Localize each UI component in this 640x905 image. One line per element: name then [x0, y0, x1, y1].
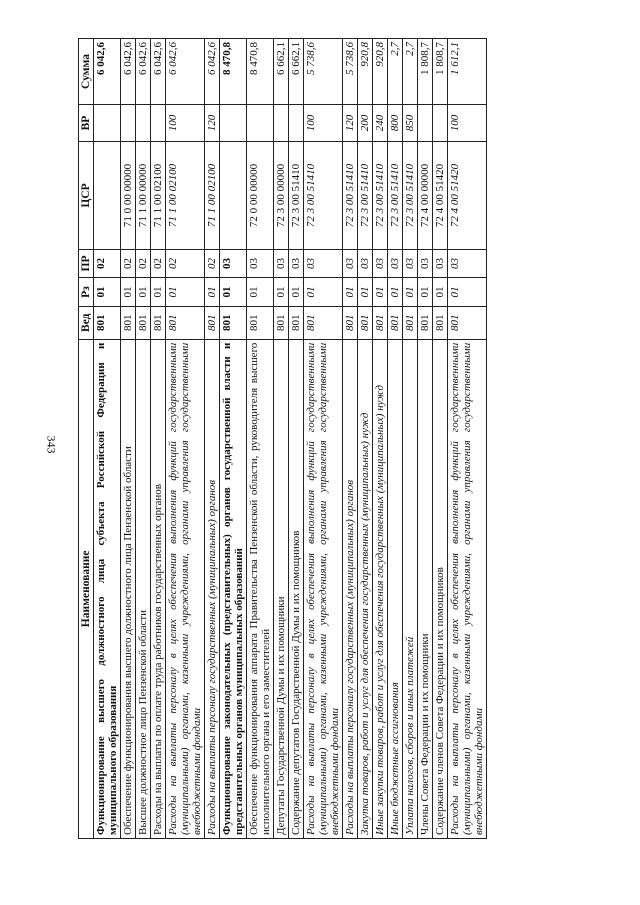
cell-name: Содержание членов Совета Федерации и их помощников [433, 339, 448, 838]
cell-csr: 71 1 00 02100 [166, 142, 205, 250]
cell-name: Расходы на выплаты персоналу в целях обеспечения выполнения функций государственными (муниципальными) органами, казенными учреждениями, органами управления государственными внебюджетными фондами [448, 339, 487, 838]
cell-ved: 801 [403, 306, 418, 339]
cell-pr: 02 [151, 249, 166, 278]
cell-csr [94, 142, 121, 250]
cell-name: Закупка товаров, работ и услуг для обеспечения государственных (муниципальных) нужд [358, 339, 373, 838]
cell-vr [94, 104, 121, 141]
cell-rz: 01 [289, 278, 304, 307]
cell-rz: 01 [373, 278, 388, 307]
cell-sum: 8 470,8 [247, 39, 274, 105]
cell-pr: 03 [418, 249, 433, 278]
cell-sum: 5 738,6 [304, 39, 343, 105]
table-header-row [79, 39, 94, 839]
cell-ved: 801 [136, 306, 151, 339]
cell-sum: 6 042,6 [94, 39, 121, 105]
cell-sum: 920,8 [358, 39, 373, 105]
cell-ved: 801 [433, 306, 448, 339]
header-pr: ПР [79, 249, 94, 278]
cell-sum: 5 738,6 [343, 39, 358, 105]
table-row [205, 39, 220, 839]
cell-vr [274, 104, 289, 141]
cell-rz: 01 [205, 278, 220, 307]
table-row [166, 39, 205, 839]
table-row [136, 39, 151, 839]
table-row [220, 39, 247, 839]
cell-name: Расходы на выплаты персоналу в целях обеспечения выполнения функций государственными (муниципальными) органами, казенными учреждениями, органами управления государственными внебюджетными фондами [166, 339, 205, 838]
cell-ved: 801 [151, 306, 166, 339]
table-row [403, 39, 418, 839]
cell-pr: 03 [220, 249, 247, 278]
cell-sum: 1 808,7 [433, 39, 448, 105]
cell-sum: 6 042,6 [205, 39, 220, 105]
header-sum: Сумма [79, 39, 94, 105]
cell-csr: 71 1 00 00000 [136, 142, 151, 250]
cell-name: Депутаты Государственной Думы и их помощники [274, 339, 289, 838]
cell-sum: 2,7 [388, 39, 403, 105]
cell-vr: 120 [205, 104, 220, 141]
cell-vr: 850 [403, 104, 418, 141]
cell-vr [151, 104, 166, 141]
cell-csr: 71 0 00 00000 [121, 142, 136, 250]
cell-csr: 71 1 00 02100 [205, 142, 220, 250]
table-row [247, 39, 274, 839]
table-row [433, 39, 448, 839]
cell-sum: 6 662,1 [289, 39, 304, 105]
cell-sum: 1 808,7 [418, 39, 433, 105]
cell-vr [136, 104, 151, 141]
cell-pr: 02 [94, 249, 121, 278]
cell-csr: 72 3 00 51410 [304, 142, 343, 250]
cell-name: Расходы на выплаты персоналу государственных (муниципальных) органов [343, 339, 358, 838]
table-row [373, 39, 388, 839]
cell-csr: 72 3 00 51410 [358, 142, 373, 250]
cell-vr [121, 104, 136, 141]
cell-vr [418, 104, 433, 141]
header-rz: Рз [79, 278, 94, 307]
cell-name: Расходы на выплаты персоналу в целях обеспечения выполнения функций государственными (муниципальными) органами, казенными учреждениями, органами управления государственными внебюджетными фондами [304, 339, 343, 838]
cell-rz: 01 [94, 278, 121, 307]
cell-name: Обеспечение функционирования аппарата Правительства Пензенской области, руководителя высшего исполнительного органа и его заместителей [247, 339, 274, 838]
cell-pr: 03 [274, 249, 289, 278]
cell-name: Иные закупки товаров, работ и услуг для обеспечения государственных (муниципальных) нужд [373, 339, 388, 838]
cell-name: Иные бюджетные ассигнования [388, 339, 403, 838]
cell-csr: 72 3 00 00000 [274, 142, 289, 250]
cell-pr: 03 [247, 249, 274, 278]
cell-pr: 02 [166, 249, 205, 278]
cell-ved: 801 [289, 306, 304, 339]
table-row [151, 39, 166, 839]
budget-table [78, 38, 487, 839]
cell-ved: 801 [205, 306, 220, 339]
cell-sum: 8 470,8 [220, 39, 247, 105]
cell-vr: 120 [343, 104, 358, 141]
cell-sum: 6 042,6 [151, 39, 166, 105]
cell-ved: 801 [274, 306, 289, 339]
cell-rz: 01 [166, 278, 205, 307]
cell-vr: 100 [304, 104, 343, 141]
cell-ved: 801 [373, 306, 388, 339]
cell-pr: 03 [388, 249, 403, 278]
budget-table-wrapper [78, 38, 487, 839]
cell-csr: 72 4 00 51420 [448, 142, 487, 250]
cell-pr: 03 [343, 249, 358, 278]
cell-ved: 801 [220, 306, 247, 339]
cell-csr: 72 3 00 51410 [289, 142, 304, 250]
cell-ved: 801 [448, 306, 487, 339]
cell-sum: 6 042,6 [136, 39, 151, 105]
cell-pr: 02 [121, 249, 136, 278]
cell-sum: 1 612,1 [448, 39, 487, 105]
header-name: Наименование [79, 339, 94, 838]
cell-vr [247, 104, 274, 141]
cell-name: Уплата налогов, сборов и иных платежей [403, 339, 418, 838]
table-row [448, 39, 487, 839]
cell-name: Содержание депутатов Государственной Думы и их помощников [289, 339, 304, 838]
cell-vr [289, 104, 304, 141]
cell-name: Члены Совета Федерации и их помощники [418, 339, 433, 838]
cell-sum: 6 662,1 [274, 39, 289, 105]
cell-name: Расходы на выплаты по оплате труда работников государственных органов [151, 339, 166, 838]
cell-ved: 801 [388, 306, 403, 339]
table-row [343, 39, 358, 839]
cell-pr: 03 [403, 249, 418, 278]
cell-name: Функционирование законодательных (представительных) органов государственной власти и представительных органов муниципальных образований [220, 339, 247, 838]
cell-sum: 6 042,6 [166, 39, 205, 105]
cell-rz: 01 [151, 278, 166, 307]
table-row [358, 39, 373, 839]
cell-pr: 03 [358, 249, 373, 278]
cell-rz: 01 [247, 278, 274, 307]
cell-csr: 72 3 00 51410 [343, 142, 358, 250]
cell-ved: 801 [94, 306, 121, 339]
cell-rz: 01 [388, 278, 403, 307]
table-row [274, 39, 289, 839]
cell-rz: 01 [343, 278, 358, 307]
cell-pr: 03 [304, 249, 343, 278]
cell-rz: 01 [418, 278, 433, 307]
table-row [121, 39, 136, 839]
cell-csr: 72 3 00 51410 [388, 142, 403, 250]
header-ved: Вед [79, 306, 94, 339]
cell-ved: 801 [418, 306, 433, 339]
cell-ved: 801 [358, 306, 373, 339]
table-row [289, 39, 304, 839]
cell-pr: 02 [136, 249, 151, 278]
cell-vr: 100 [166, 104, 205, 141]
cell-pr: 03 [373, 249, 388, 278]
cell-rz: 01 [121, 278, 136, 307]
table-body [94, 39, 487, 839]
table-row [418, 39, 433, 839]
cell-rz: 01 [136, 278, 151, 307]
cell-vr: 240 [373, 104, 388, 141]
cell-ved: 801 [247, 306, 274, 339]
cell-name: Высшее должностное лицо Пензенской области [136, 339, 151, 838]
table-row [94, 39, 121, 839]
cell-ved: 801 [121, 306, 136, 339]
cell-csr: 72 4 00 00000 [418, 142, 433, 250]
header-vr: ВР [79, 104, 94, 141]
cell-pr: 03 [289, 249, 304, 278]
cell-name: Обеспечение функционирования высшего должностного лица Пензенской области [121, 339, 136, 838]
cell-name: Функционирование высшего должностного лица субъекта Российской Федерации и муниципального образования [94, 339, 121, 838]
cell-sum: 2,7 [403, 39, 418, 105]
cell-rz: 01 [403, 278, 418, 307]
cell-ved: 801 [166, 306, 205, 339]
cell-csr: 72 3 00 51410 [403, 142, 418, 250]
cell-vr [220, 104, 247, 141]
cell-vr: 200 [358, 104, 373, 141]
cell-ved: 801 [343, 306, 358, 339]
page-number: 343 [44, 435, 59, 454]
cell-csr: 72 0 00 00000 [247, 142, 274, 250]
cell-ved: 801 [304, 306, 343, 339]
cell-rz: 01 [274, 278, 289, 307]
cell-sum: 6 042,6 [121, 39, 136, 105]
cell-vr: 100 [448, 104, 487, 141]
cell-vr: 800 [388, 104, 403, 141]
cell-pr: 03 [448, 249, 487, 278]
cell-rz: 01 [304, 278, 343, 307]
cell-rz: 01 [433, 278, 448, 307]
cell-name: Расходы на выплаты персоналу государственных (муниципальных) органов [205, 339, 220, 838]
cell-rz: 01 [448, 278, 487, 307]
cell-csr [220, 142, 247, 250]
table-row [388, 39, 403, 839]
cell-csr: 72 4 00 51420 [433, 142, 448, 250]
cell-rz: 01 [358, 278, 373, 307]
table-row [304, 39, 343, 839]
cell-vr [433, 104, 448, 141]
cell-pr: 02 [205, 249, 220, 278]
cell-csr: 71 1 00 02100 [151, 142, 166, 250]
cell-sum: 920,8 [373, 39, 388, 105]
cell-csr: 72 3 00 51410 [373, 142, 388, 250]
header-csr: ЦСР [79, 142, 94, 250]
cell-pr: 03 [433, 249, 448, 278]
cell-rz: 01 [220, 278, 247, 307]
